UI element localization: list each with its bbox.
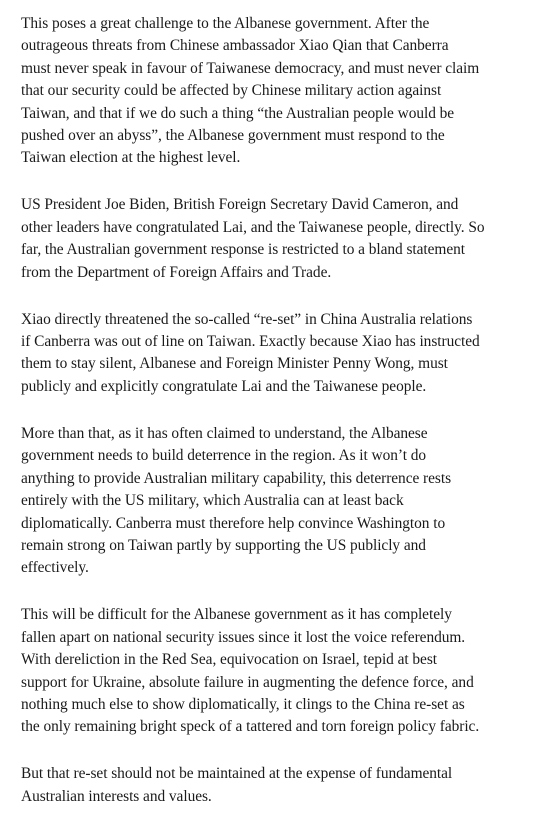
paragraph-national-security-failures: This will be difficult for the Albanese government as it has completely fallen apart on national security issues since it lost the voice referendum. With dereliction in the Red Sea, equivocation on Israel, tepid at best support for Ukraine, absolute failure in augmenting the defence force, and nothing much else to show diplomatically, it clings to the China re-set as the only remaining bright speck of a tattered and torn foreign policy fabric. [21, 606, 480, 736]
paragraph-conclusion: But that re-set should not be maintained at the expense of fundamental Australian interests and values. [21, 765, 453, 805]
paragraph-world-leaders-congratulations: US President Joe Biden, British Foreign Secretary David Cameron, and other leaders have congratulated Lai, and the Taiwanese people, directly. So far, the Australian government response is restricted to a bland statement from the Department of Foreign Affairs and Trade. [21, 196, 485, 281]
paragraph-xiao-threat-reset: Xiao directly threatened the so-called “re-set” in China Australia relations if Canberra was out of line on Taiwan. Exactly because Xiao has instructed them to stay silent, Albanese and Foreign Minister Penny Wong, must publicly and explicitly congratulate Lai and the Taiwanese people. [21, 310, 480, 395]
paragraph-taiwan-election-challenge: This poses a great challenge to the Albanese government. After the outrageous threats from Chinese ambassador Xiao Qian that Canberra must never speak in favour of Taiwanese democracy, and must never claim that our security could be affected by Chinese military action against Taiwan, and that if we do such a thing “the Australian people would be pushed over an abyss”, the Albanese government must respond to the Taiwan election at the highest level. [21, 15, 480, 167]
paragraph-deterrence: More than that, as it has often claimed to understand, the Albanese government needs to build deterrence in the region. As it won’t do anything to provide Australian military capability, this deterrence rests entirely with the US military, which Australia can at least back diplomatically. Canberra must therefore help convince Washington to remain strong on Taiwan partly by supporting the US publicly and effectively. [21, 424, 452, 577]
